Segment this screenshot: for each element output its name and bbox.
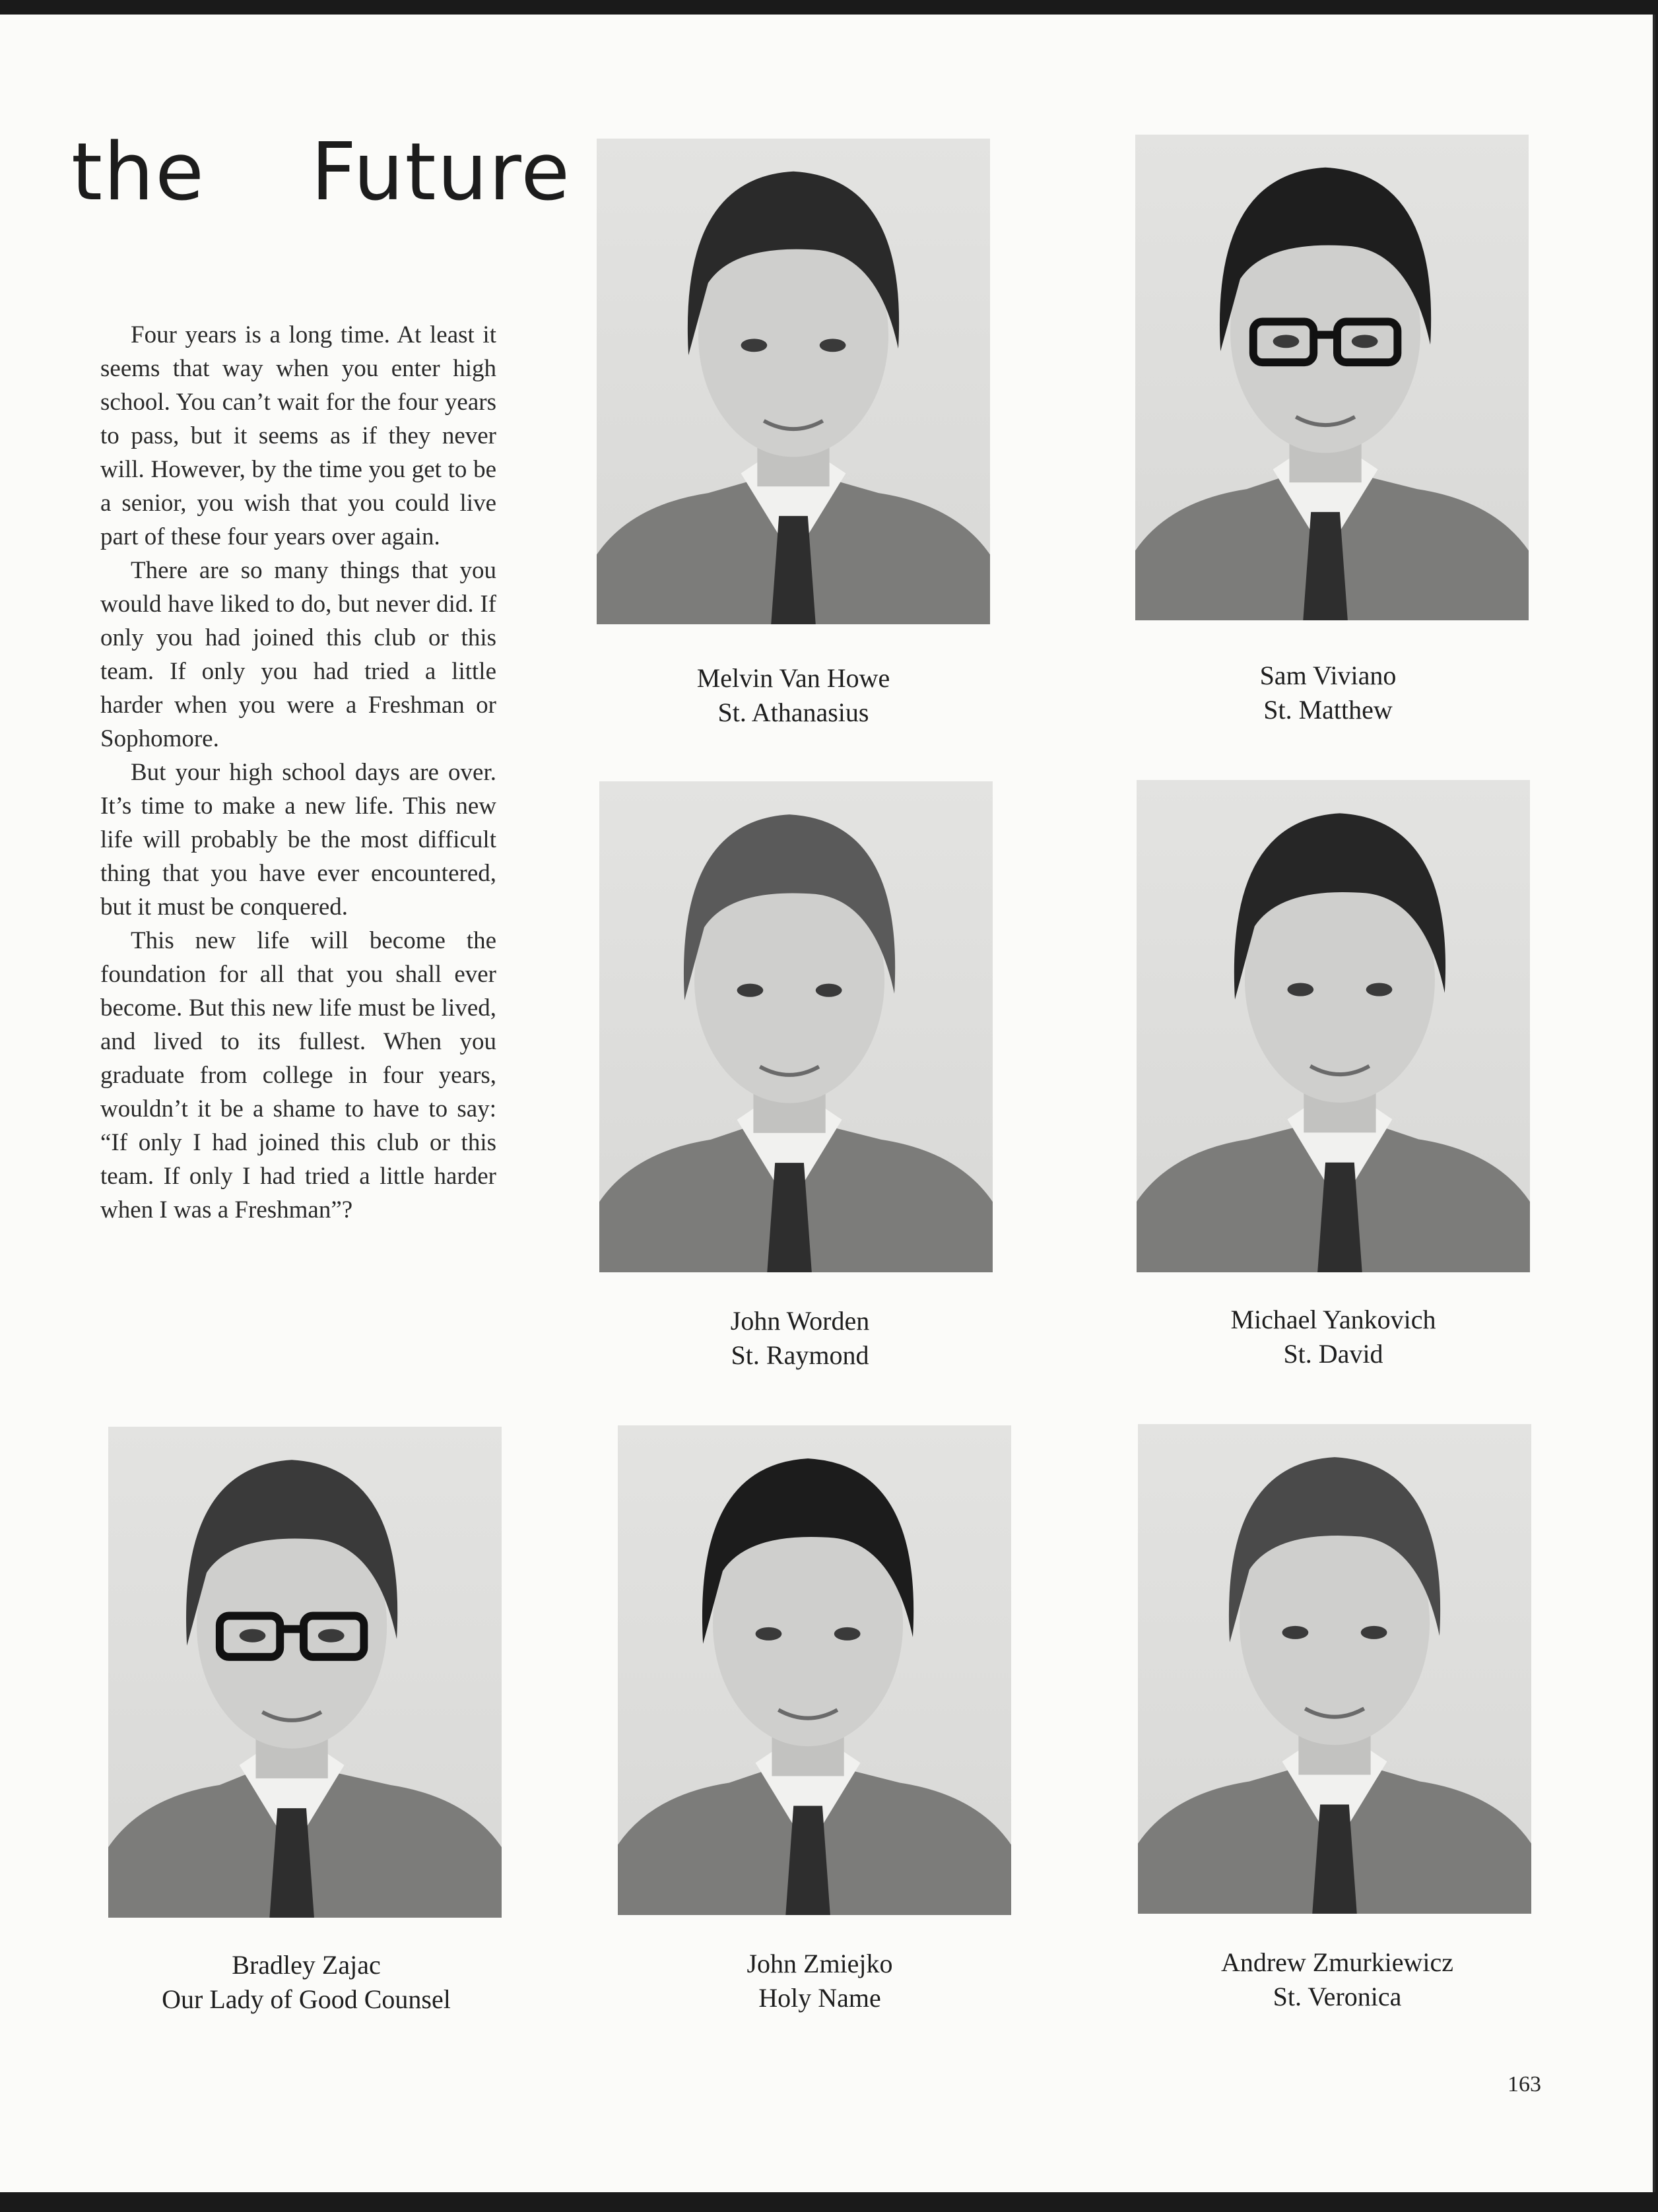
student-caption [549, 1304, 1051, 1373]
portrait-silhouette [618, 1425, 1011, 1915]
page-number: 163 [1508, 2072, 1541, 2097]
student-name: Andrew Zmurkiewicz [1220, 1947, 1454, 1977]
page-title [71, 127, 572, 218]
student-name: Bradley Zajac [232, 1950, 381, 1980]
essay-paragraph: There are so many things that you would have liked to do, but never did. If only you had joined this club or this team. If only you had tried a little harder when you were a Freshman or Sophomore. [100, 557, 496, 752]
student-caption [1082, 1303, 1584, 1371]
student-caption [1086, 1945, 1588, 2014]
yearbook-page [0, 15, 1655, 2192]
portrait-silhouette [1138, 1424, 1531, 1914]
student-portrait-bradley-zajac [108, 1427, 502, 1918]
student-caption [543, 661, 1044, 730]
student-name: John Worden [730, 1306, 870, 1336]
student-parish: St. Athanasius [717, 698, 869, 727]
student-portrait-andrew-zmurkiewicz [1138, 1424, 1531, 1914]
student-caption [55, 1948, 557, 2017]
student-parish: Our Lady of Good Counsel [162, 1984, 451, 2014]
student-portrait-michael-yankovich [1137, 780, 1530, 1272]
portrait-silhouette [1137, 780, 1530, 1272]
student-caption [1077, 659, 1579, 727]
student-parish: St. Veronica [1273, 1982, 1402, 2011]
portrait-silhouette [108, 1427, 502, 1918]
student-portrait-sam-viviano [1135, 135, 1529, 620]
student-caption [569, 1947, 1071, 2015]
student-parish: St. Raymond [731, 1340, 869, 1370]
student-portrait-john-worden [599, 781, 993, 1272]
student-portrait-melvin-van-howe [597, 139, 990, 624]
student-parish: St. Matthew [1263, 695, 1393, 725]
student-portrait-john-zmiejko [618, 1425, 1011, 1915]
title-word-future: Future [310, 127, 572, 218]
student-parish: Holy Name [758, 1983, 881, 2013]
essay-text [100, 318, 496, 1227]
student-name: Melvin Van Howe [696, 663, 890, 693]
essay-paragraph: But your high school days are over. It’s time to make a new life. This new life will probably be the most difficult thing that you have ever encountered, but it must be conquered. [100, 759, 496, 921]
essay-paragraph: This new life will become the foundation for all that you shall ever become. But this new life must be lived, and lived to its fullest. When you graduate from college in four years, wouldn’t it be a shame to have to say: “If only I had joined this club or this team. If only I had tried a little harder when I was a Freshman”? [100, 927, 496, 1223]
title-word-the: the [71, 127, 205, 218]
portrait-silhouette [599, 781, 993, 1272]
student-name: Sam Viviano [1259, 661, 1397, 690]
student-name: John Zmiejko [746, 1949, 893, 1978]
essay-paragraph: Four years is a long time. At least it seems that way when you enter high school. You can’t wait for the four years to pass, but it seems as if they never will. However, by the time you get to be a senior, you wish that you could live part of these four years over again. [100, 321, 496, 550]
portrait-silhouette [1135, 135, 1529, 620]
portrait-silhouette [597, 139, 990, 624]
student-name: Michael Yankovich [1230, 1305, 1436, 1334]
student-parish: St. David [1283, 1339, 1383, 1369]
